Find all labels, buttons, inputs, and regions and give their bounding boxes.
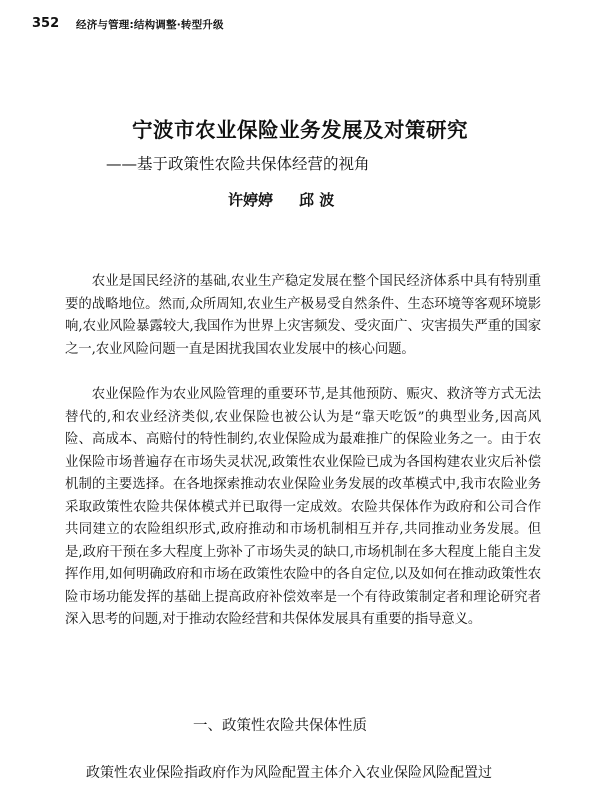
page-number: 352 (32, 16, 60, 31)
body-paragraph: 农业保险作为农业风险管理的重要环节,是其他预防、赈灾、救济等方式无法替代的,和农业经济类似,农业保险也被公认为是“靠天吃饭”的典型业务,因高风险、高成本、高赔付的特性制约,农业保险成为最难推广的保险业务之一。由于农业保险市场普遍存在市场失灵状况,政策性农业保险已成为各国构建农业灾后补偿机制的主要选择。在各地探索推动农业保险业务发展的改革模式中,我市农险业务采取政策性农险共保体模式并已取得一定成效。农险共保体作为政府和公司合作共同建立的农险组织形式,政府推动和市场机制相互并存,共同推动业务发展。但是,政府干预在多大程度上弥补了市场失灵的缺口,市场机制在多大程度上能自主发挥作用,如何明确政府和市场在政策性农险中的各自定位,以及如何在推动政策性农险市场功能发挥的基础上提高政府补偿效率是一个有待政策制定者和理论研究者深入思考的问题,对于推动农险经营和共保体发展具有重要的指导意义。 (65, 387, 541, 627)
author-name: 邱 波 (299, 191, 335, 209)
author-line (228, 189, 334, 210)
section-heading: 一、政策性农险共保体性质 (193, 718, 367, 734)
article-title: 宁波市农业保险业务发展及对策研究 (132, 118, 468, 142)
author-name: 许婷婷 (228, 191, 274, 209)
page-header (32, 14, 572, 36)
body-paragraph-start: 政策性农业保险指政府作为风险配置主体介入农业保险风险配置过 (86, 765, 492, 781)
article-subtitle: ——基于政策性农险共保体经营的视角 (106, 155, 370, 173)
body-paragraph: 农业是国民经济的基础,农业生产稳定发展在整个国民经济体系中具有特别重要的战略地位。然而,众所周知,农业生产极易受自然条件、生态环境等客观环境影响,农业风险暴露较大,我国作为世界上灾害频发、受灾面广、灾害损失严重的国家之一,农业风险问题一直是困扰我国农业发展中的核心问题。 (65, 274, 541, 357)
running-title: 经济与管理:结构调整·转型升级 (76, 19, 224, 31)
